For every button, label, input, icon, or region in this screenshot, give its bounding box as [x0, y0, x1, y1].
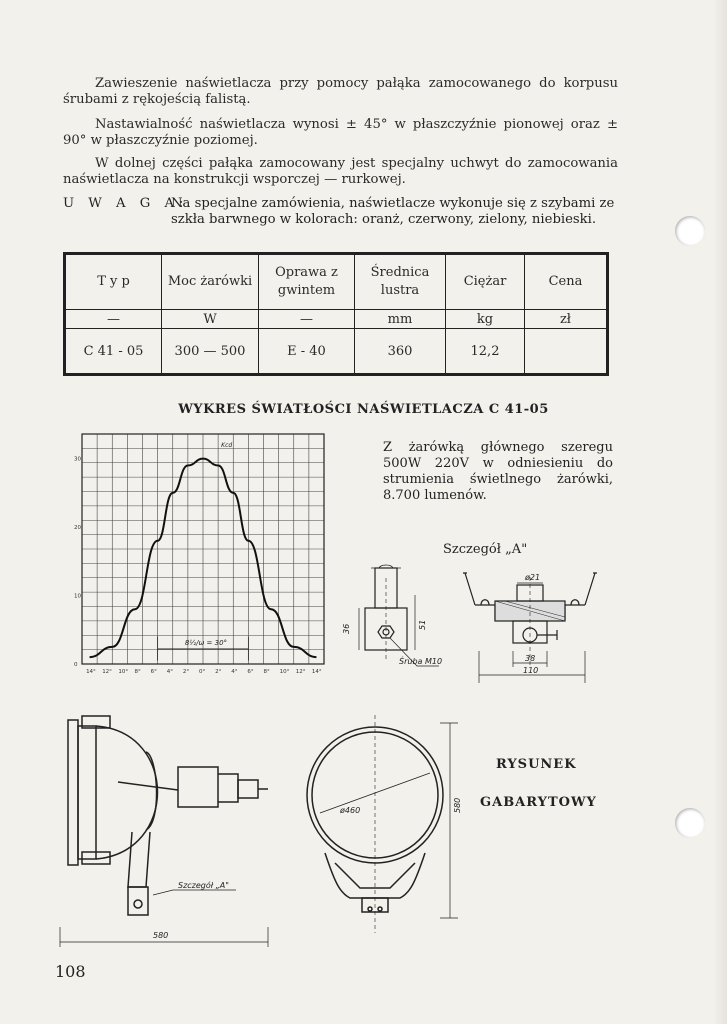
table-cell [525, 329, 608, 375]
chart-note: Z żarówką głównego szeregu 500W 220V w odniesieniu do strumienia świetlnego żarówki, 8.700 lumenów. [383, 440, 613, 503]
punch-hole [675, 216, 705, 246]
front-view-drawing [300, 713, 480, 938]
x-tick-label: 14° [311, 669, 322, 675]
side-view-drawing [58, 712, 288, 942]
y-tick-label: 10 [74, 593, 81, 600]
y-tick-label: 20 [74, 525, 81, 532]
table-cell: zł [525, 310, 608, 329]
side-detail-label: Szczegół „A" [178, 881, 229, 890]
table-header-cell: Ciężar [446, 254, 525, 310]
bolt-label: Śruba M10 [399, 657, 443, 666]
y-tick-label: 0 [74, 662, 78, 668]
drawing-title-line1: RYSUNEK [496, 757, 577, 772]
punch-hole [675, 808, 705, 838]
x-tick-label: 10° [118, 669, 129, 675]
paragraph-suspension: Zawieszenie naświetlacza przy pomocy pałąka zamocowanego do korpusu śrubami z rękojeścią falistą. [63, 76, 618, 107]
dimension-label: 110 [523, 666, 539, 675]
dimension-label: 36 [342, 623, 351, 634]
page-number: 108 [55, 962, 86, 981]
table-header-cell: Średnica lustra [355, 254, 446, 310]
x-tick-label: 2° [182, 669, 190, 675]
x-tick-label: 6° [247, 669, 254, 675]
dimension-label: ø460 [340, 806, 361, 815]
x-tick-label: 0° [199, 669, 206, 675]
dimension-label: 38 [525, 654, 536, 663]
dimension-label: ø21 [525, 573, 541, 582]
chart-title: WYKRES ŚWIATŁOŚCI NAŚWIETLACZA C 41-05 [178, 402, 549, 417]
x-tick-label: 10° [279, 669, 290, 675]
table-cell: — [259, 310, 355, 329]
paragraph-adjustability: Nastawialność naświetlacza wynosi ± 45° w płaszczyźnie pionowej oraz ± 90° w płaszczyźnie poziomej. [63, 117, 618, 148]
table-header-cell: Moc żarówki [162, 254, 259, 310]
bolt-drawing [335, 560, 445, 680]
page-edge [713, 0, 727, 1024]
chart-annotation: 8½/ω = 30° [184, 638, 228, 647]
dimension-label: 580 [153, 931, 169, 940]
table-cell: 300 — 500 [162, 329, 259, 375]
detail-title: Szczegół „A" [443, 542, 528, 557]
dimension-label: 580 [453, 797, 462, 813]
table-header-cell: T y p [65, 254, 162, 310]
table-cell: kg [446, 310, 525, 329]
table-row [65, 329, 608, 375]
table-units-row [65, 310, 608, 329]
y-tick-label: 30 [74, 456, 81, 463]
x-tick-label: 2° [215, 669, 222, 675]
detail-a-drawing [455, 565, 605, 695]
table-cell: — [65, 310, 162, 329]
x-tick-label: 8° [134, 669, 141, 675]
paragraph-holder: W dolnej części pałąka zamocowany jest specjalny uchwyt do zamocowania naświetlacza na konstrukcji wsporczej — rurkowej. [63, 156, 618, 187]
spec-table [63, 252, 609, 376]
x-tick-label: 6° [150, 669, 157, 675]
x-tick-label: 12° [295, 669, 306, 675]
drawing-title-line2: GABARYTOWY [480, 795, 597, 810]
x-tick-label: 8° [263, 669, 270, 675]
x-tick-label: 14° [86, 669, 96, 675]
dimension-label: 51 [418, 619, 427, 630]
table-cell: 12,2 [446, 329, 525, 375]
table-cell: mm [355, 310, 446, 329]
note-label: U W A G A: [63, 196, 189, 211]
intensity-chart [70, 428, 330, 678]
chart-ylabel: Kcd [221, 442, 233, 449]
table-cell: W [162, 310, 259, 329]
table-header-row [65, 254, 608, 310]
table-cell: 360 [355, 329, 446, 375]
x-tick-label: 12° [102, 669, 112, 675]
table-cell: C 41 - 05 [65, 329, 162, 375]
table-header-cell: Oprawa z gwintem [259, 254, 355, 310]
table-cell: E - 40 [259, 329, 355, 375]
note-text: Na specjalne zamówienia, naświetlacze wykonuje się z szybami ze szkła barwnego w kolorach: oranż, czerwony, zielony, niebieski. [171, 196, 615, 227]
x-tick-label: 4° [166, 669, 173, 675]
x-tick-label: 4° [231, 669, 238, 675]
table-header-cell: Cena [525, 254, 608, 310]
